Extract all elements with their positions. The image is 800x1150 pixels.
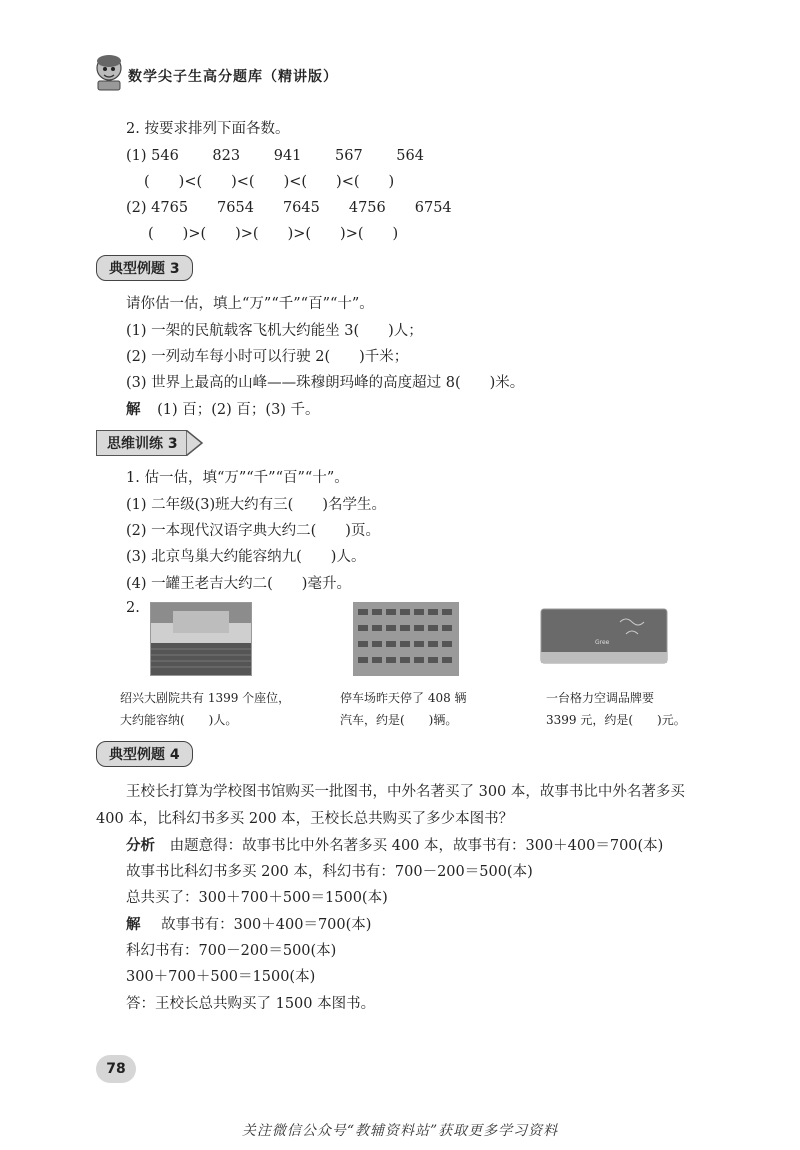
training-3-q1-4: (4) 一罐王老吉大约二( )毫升。 <box>126 576 351 592</box>
solution-label: 解 <box>126 917 141 933</box>
answer-text: (1) 百；(2) 百；(3) 千。 <box>157 402 320 418</box>
parking-caption-2: 汽车，约是( )辆。 <box>340 713 458 727</box>
analysis-text-1: 由题意得：故事书比中外名著多买 400 本，故事书有：300＋400＝700(本) <box>169 838 664 854</box>
ordering-row-1-blanks: ( )<( )<( )<( )<( ) <box>144 174 395 190</box>
answer-label: 解 <box>126 402 141 418</box>
ordering-row-2-blanks: ( )>( )>( )>( )>( ) <box>148 226 399 242</box>
example-4-solution-2: 科幻书有：700－200＝500(本) <box>126 943 337 959</box>
example-4-label: 典型例题 4 <box>96 741 193 767</box>
training-3-q1-2: (2) 一本现代汉语字典大约二( )页。 <box>126 523 380 539</box>
theatre-caption-1: 绍兴大剧院共有 1399 个座位， <box>120 691 291 705</box>
training-3-q1-intro: 1. 估一估，填“万”“千”“百”“十”。 <box>126 470 349 486</box>
example-3-label: 典型例题 3 <box>96 255 193 281</box>
book-title: 数学尖子生高分题库（精讲版） <box>128 69 338 85</box>
arrow-icon <box>186 430 204 456</box>
example-4-solution-1 <box>126 913 371 934</box>
training-3-tag <box>96 430 204 456</box>
ordering-row-1: (1) 546 823 941 567 564 <box>126 148 424 164</box>
theatre-caption-2: 大约能容纳( )人。 <box>120 713 238 727</box>
example-4-problem-1: 王校长打算为学校图书馆购买一批图书，中外名著买了 300 本，故事书比中外名著多买 <box>126 784 685 800</box>
parking-lot-photo <box>353 602 459 676</box>
example-3-intro: 请你估一估，填上“万”“千”“百”“十”。 <box>126 296 374 312</box>
ac-caption-2: 3399 元，约是( )元。 <box>546 713 686 727</box>
example-4-solution-4: 答：王校长总共购买了 1500 本图书。 <box>126 996 376 1012</box>
parking-caption-1: 停车场昨天停了 408 辆 <box>340 691 467 705</box>
ac-caption-1: 一台格力空调品牌要 <box>546 691 655 705</box>
training-3-q1-1: (1) 二年级(3)班大约有三( )名学生。 <box>126 497 387 513</box>
example-3-q3: (3) 世界上最高的山峰——珠穆朗玛峰的高度超过 8( )米。 <box>126 375 525 391</box>
ac-brand-label: Gree <box>595 639 610 646</box>
example-3-answer <box>126 398 320 419</box>
page-number: 78 <box>96 1055 136 1083</box>
training-3-q2-label: 2. <box>126 600 140 616</box>
mascot-logo <box>92 52 126 92</box>
footer-note: 关注微信公众号“教辅资料站”获取更多学习资料 <box>241 1123 559 1139</box>
training-3-q1-3: (3) 北京鸟巢大约能容纳九( )人。 <box>126 549 366 565</box>
analysis-label: 分析 <box>126 838 155 854</box>
ordering-row-2: (2) 4765 7654 7645 4756 6754 <box>126 200 452 216</box>
example-4-problem-2: 400 本，比科幻书多买 200 本，王校长总共购买了多少本图书？ <box>96 811 514 827</box>
example-4-tag <box>96 741 193 767</box>
example-4-analysis-2: 故事书比科幻书多买 200 本，科幻书有：700－200＝500(本) <box>126 864 533 880</box>
question-2-title: 2. 按要求排列下面各数。 <box>126 121 290 137</box>
air-conditioner-photo <box>540 608 668 664</box>
example-3-tag <box>96 255 193 281</box>
example-4-analysis-1 <box>126 834 663 855</box>
training-3-label: 思维训练 3 <box>96 430 186 456</box>
example-3-q2: (2) 一列动车每小时可以行驶 2( )千米； <box>126 349 409 365</box>
solution-text-1: 故事书有：300＋400＝700(本) <box>161 917 372 933</box>
example-4-solution-3: 300＋700＋500＝1500(本) <box>126 969 316 985</box>
theatre-photo <box>150 602 252 676</box>
example-4-analysis-3: 总共买了：300＋700＋500＝1500(本) <box>126 890 388 906</box>
example-3-q1: (1) 一架的民航载客飞机大约能坐 3( )人； <box>126 323 423 339</box>
